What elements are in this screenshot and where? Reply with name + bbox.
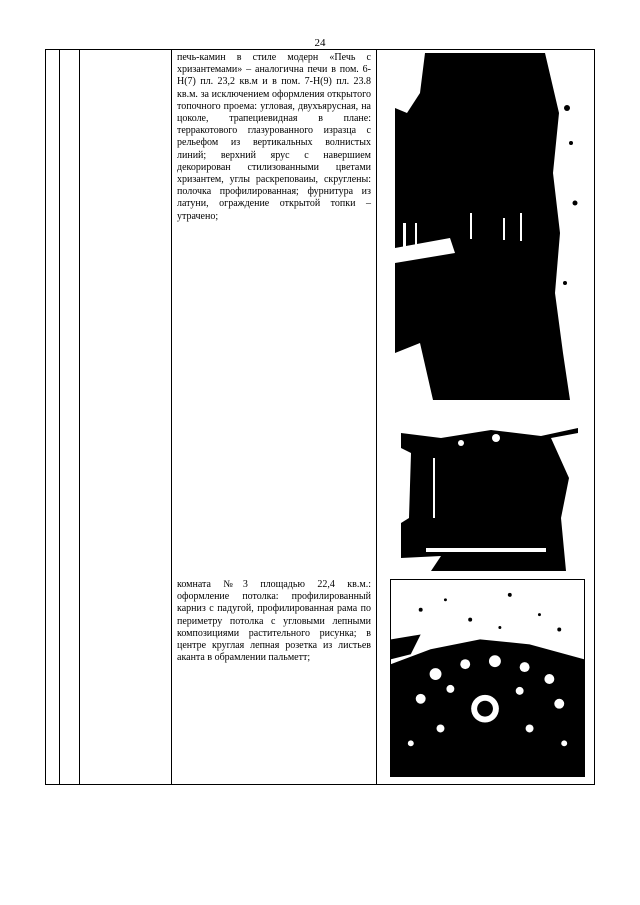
item-description-ceiling: комната №3 площадью 22,4 кв.м.: оформление потолка: профилированный карниз с падугой, профилированная рама по периметру потолка с угловыми лепными композициями растительного рисунка; в центре круглая лепная розетка из листьев аканта в обрамлении пальметт; — [177, 579, 371, 664]
page-number: 24 — [314, 37, 326, 49]
ceiling-rosette-photo — [390, 579, 585, 777]
heritage-items-table — [45, 49, 595, 785]
fireplace-photo — [395, 53, 585, 400]
fireplace-firebox-photo — [401, 408, 578, 571]
column-divider — [376, 50, 377, 784]
column-divider — [59, 50, 60, 784]
column-divider — [79, 50, 80, 784]
column-divider — [171, 50, 172, 784]
item-description-fireplace: печь-камин в стиле модерн «Печь с хризантемами» – аналогична печи в пом. 6-Н(7) пл. 23,2 кв.м и в пом. 7-Н(9) пл. 23.8 кв.м. за исключением оформления открытого топочного проема: угловая, двухъярусная, на цоколе, трапециевидная в плане: терракотового глазурованного изразца с рельефом из вертикальных волнистых линий; верхний ярус с навершием декорирован стилизованными цветами хризантем, углы раскреповаиы, скруглены: полочка профилированная; фурнитура из латуни, ограждение открытой топки – утрачено; — [177, 52, 371, 222]
